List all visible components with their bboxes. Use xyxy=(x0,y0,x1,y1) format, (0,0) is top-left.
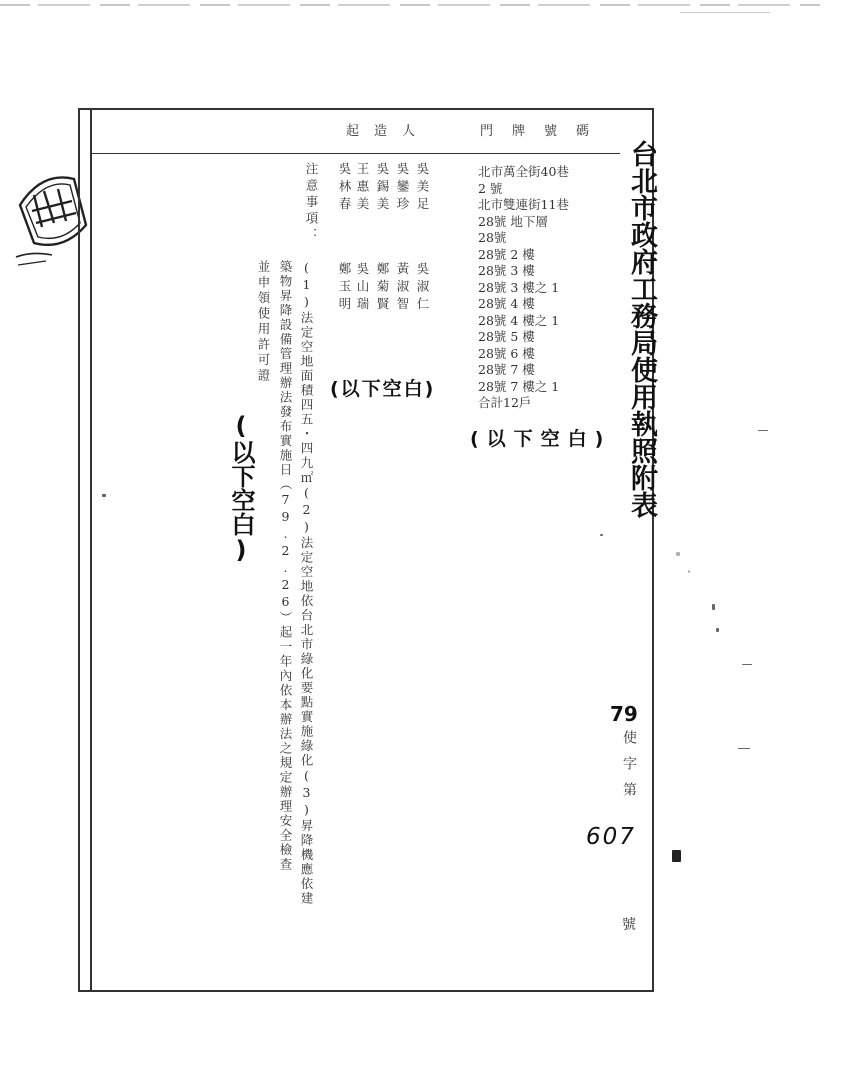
builder-column-1: 吳美足 xyxy=(415,162,430,215)
address-line: 28號 地下層 xyxy=(478,213,548,229)
license-prefix: 使字第 xyxy=(621,730,637,808)
scan-speck xyxy=(102,494,106,497)
handwritten-blank-mark-notes: (以下空白) xyxy=(227,412,255,564)
address-line: 28號 5 樓 xyxy=(478,329,535,344)
scan-speck xyxy=(600,534,603,536)
address-line: 28號 7 樓 xyxy=(478,362,535,377)
builder-column-6: 鄭菊賢 xyxy=(375,262,390,315)
notes-label: 注意事項： xyxy=(304,162,319,245)
builder-column-9: 吳林春 xyxy=(337,162,352,215)
address-line: 2 號 xyxy=(478,180,503,196)
notes-line-3: 並申領使用許可證 xyxy=(256,260,271,384)
address-line: 28號 xyxy=(478,230,507,245)
builder-column-2: 吳淑仁 xyxy=(415,262,430,315)
license-suffix: 號 xyxy=(622,917,636,933)
address-line: 28號 4 樓 xyxy=(478,296,535,311)
notes-line-1: (1)法定空地面積四五・四九㎡(2)法定空地依台北市綠化要點實施綠化(3)昇降機應依建 xyxy=(299,260,314,906)
scan-speck xyxy=(738,748,750,749)
builder-column-7: 王惠美 xyxy=(355,162,370,215)
notes-line-2: 築物昇降設備管理辦法發布實施日（79.2.26）起一年內依本辦法之規定辦理安全檢查 xyxy=(278,260,293,872)
address-line: 28號 3 樓之 1 xyxy=(478,279,560,295)
builder-column-3: 吳鑾珍 xyxy=(395,162,410,215)
builder-column-5: 吳錫美 xyxy=(375,162,390,215)
license-number-block xyxy=(586,700,660,940)
scan-speck xyxy=(742,664,752,665)
header-address: 門 牌 號 碼 xyxy=(480,124,593,139)
handwritten-blank-mark-address: (以下空白) xyxy=(470,428,612,450)
license-number: 607 xyxy=(586,824,636,850)
address-line: 28號 7 樓之 1 xyxy=(478,378,560,394)
scan-speck xyxy=(672,850,681,862)
header-builder: 起 造 人 xyxy=(346,124,417,139)
header-divider xyxy=(90,153,620,154)
license-year: 79 xyxy=(610,702,638,726)
scan-speck xyxy=(676,552,680,556)
address-list xyxy=(478,164,618,412)
address-total: 合計12戶 xyxy=(478,395,532,410)
address-line: 北市雙連街11巷 xyxy=(478,197,569,212)
address-line: 28號 2 樓 xyxy=(478,246,535,262)
scan-speck xyxy=(688,570,690,573)
handwritten-blank-mark-names: (以下空白) xyxy=(330,378,436,400)
address-line: 28號 3 樓 xyxy=(478,263,535,278)
scan-speck xyxy=(716,628,719,632)
builder-column-4: 黃淑智 xyxy=(395,262,410,315)
scan-speck xyxy=(758,430,768,431)
address-line: 28號 6 樓 xyxy=(478,345,535,361)
builder-column-10: 鄭玉明 xyxy=(337,262,352,315)
document-title: 台北市政府工務局使用執照附表 xyxy=(626,140,657,518)
scan-header-artifact xyxy=(0,0,864,14)
scan-speck xyxy=(712,604,715,610)
address-line: 28號 4 樓之 1 xyxy=(478,312,560,328)
builder-column-8: 吳山瑞 xyxy=(355,262,370,315)
address-line: 北市萬全街40巷 xyxy=(478,164,569,179)
